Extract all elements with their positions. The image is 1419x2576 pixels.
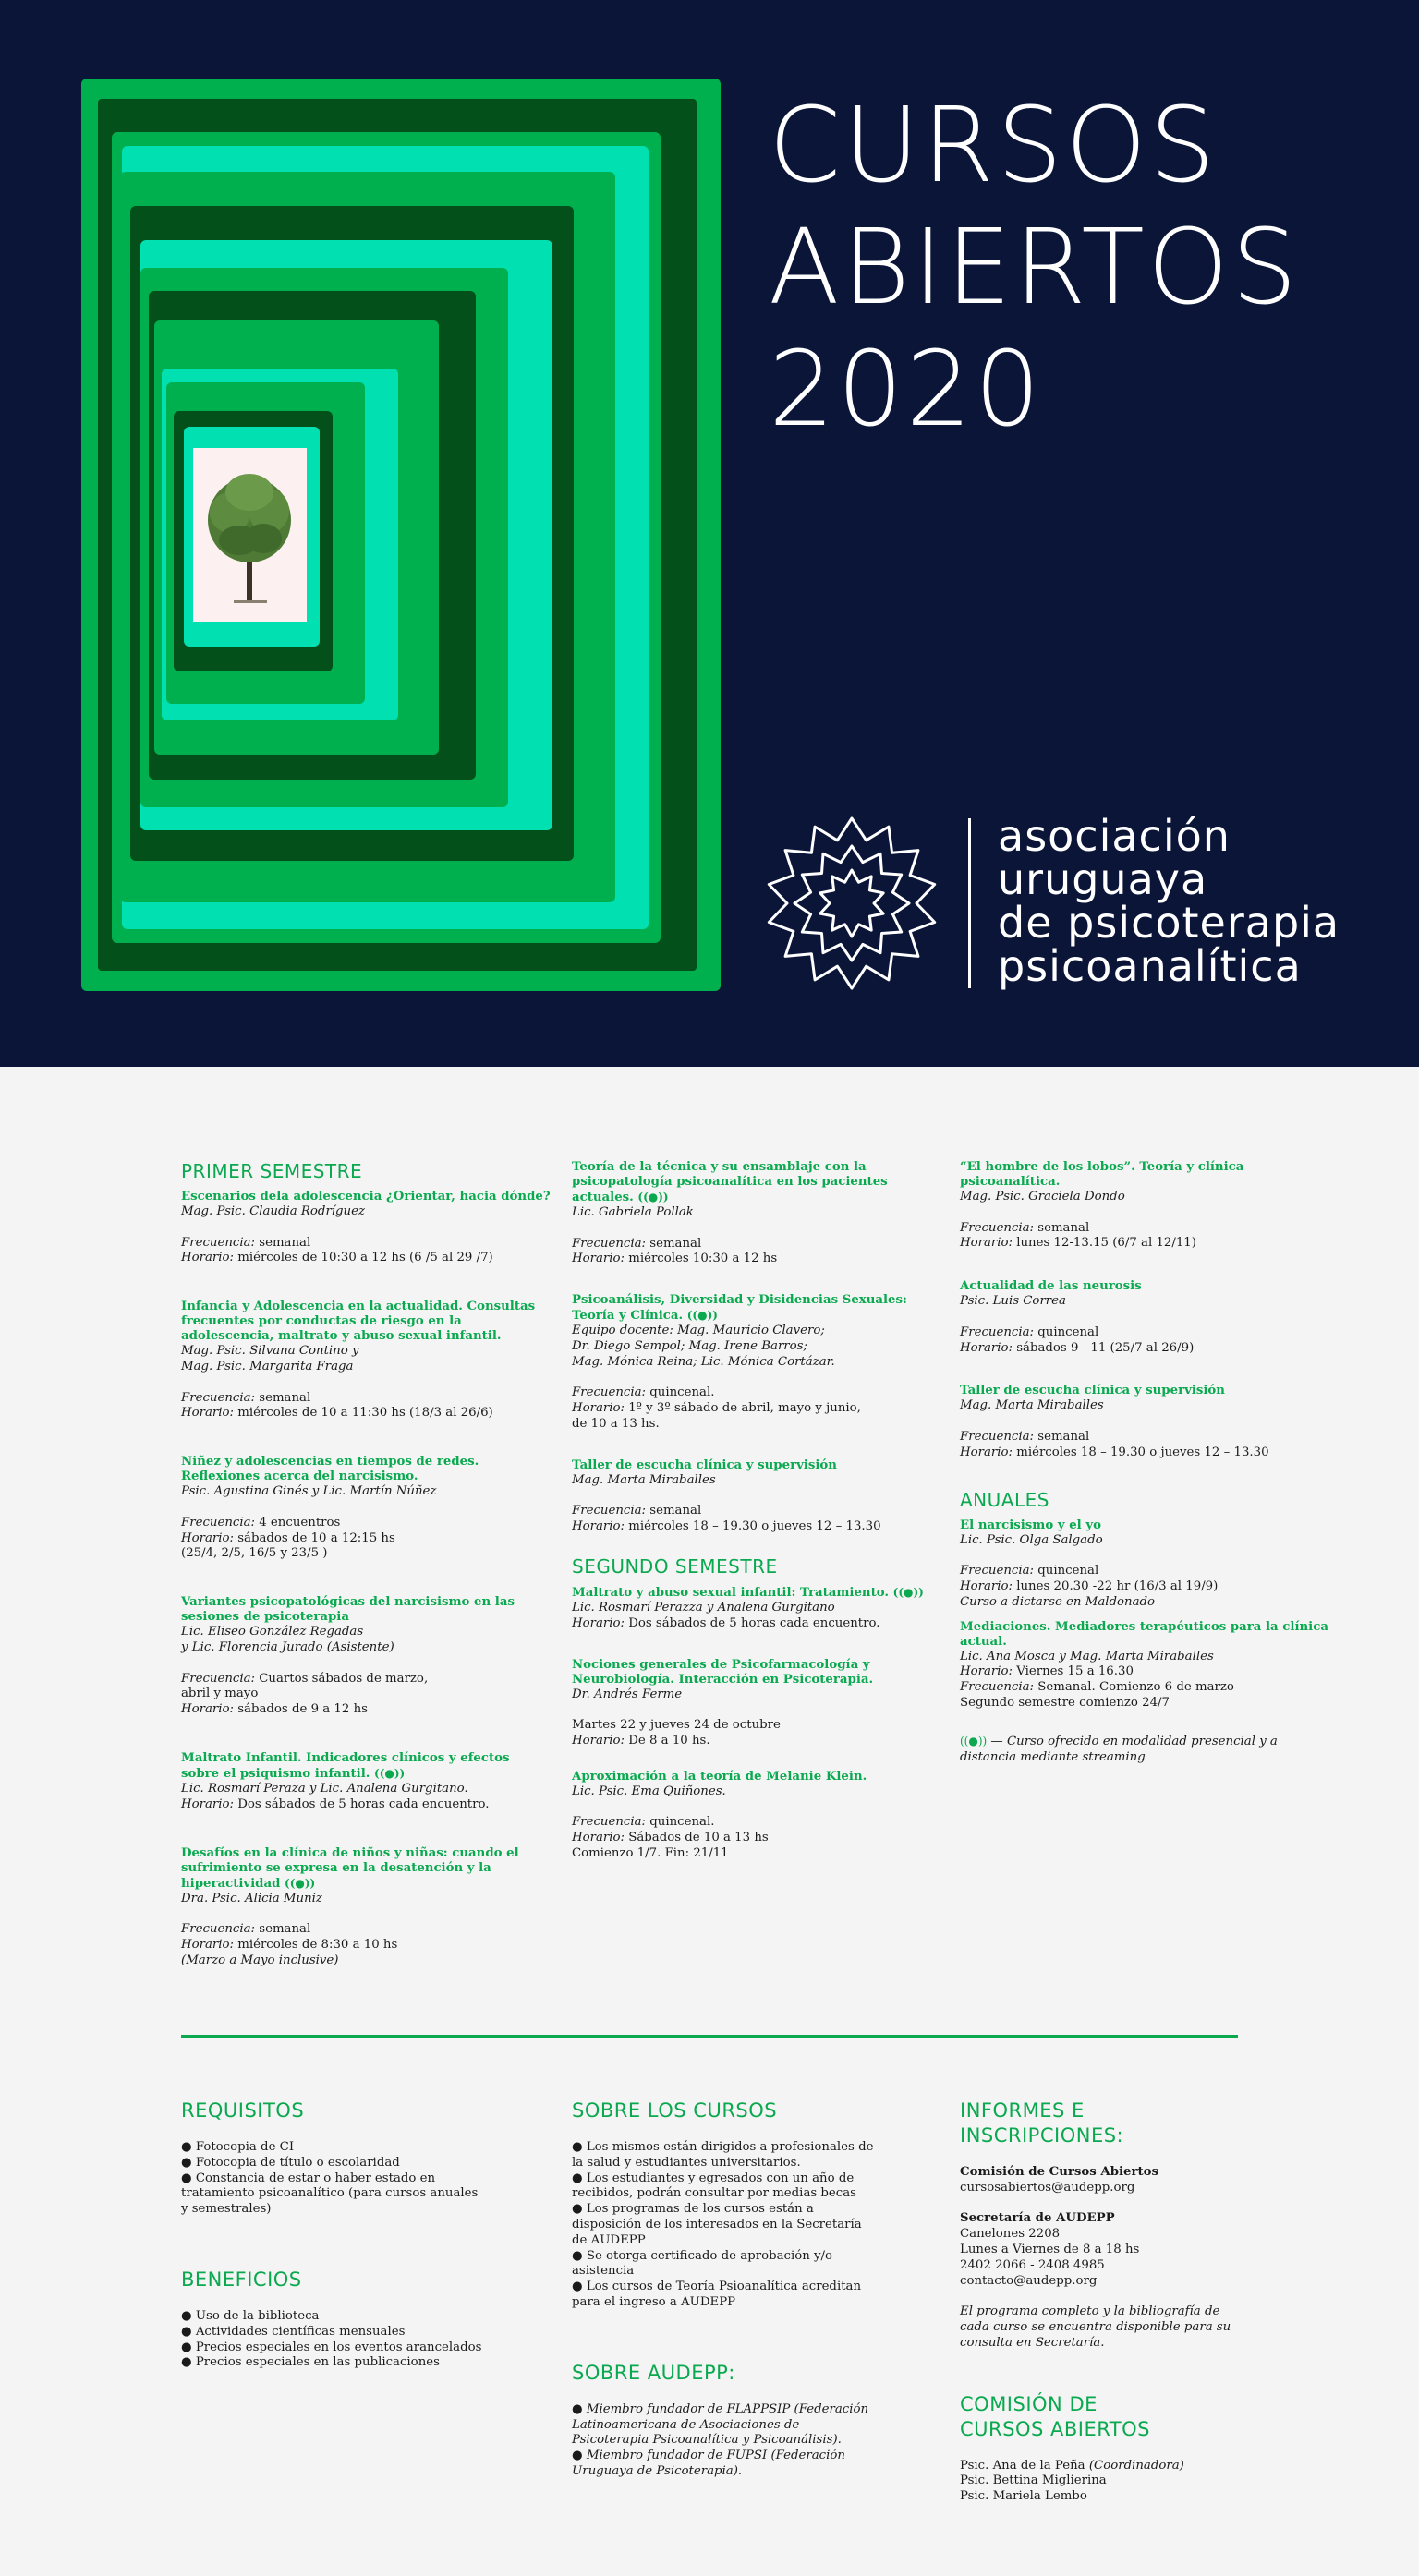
label: Horario: [572, 1615, 625, 1630]
label: Horario: [960, 1236, 1013, 1251]
course-title: Maltrato Infantil. Indicadores clínicos y efectos sobre el psiquismo infantil. [181, 1750, 510, 1781]
frequency: abril y mayo [181, 1687, 259, 1701]
schedule: Dos sábados de 5 horas cada encuentro. [237, 1796, 490, 1811]
section-heading: PRIMER SEMESTRE [181, 1160, 363, 1182]
page-title: CURSOS ABIERTOS 2020 [769, 86, 1301, 450]
streaming-icon: ((●)) [374, 1766, 406, 1780]
dates: (25/4, 2/5, 16/5 y 23/5 ) [181, 1546, 328, 1561]
label: Frecuencia: [181, 1922, 256, 1937]
label: Frecuencia: [960, 1220, 1035, 1235]
course-title: Taller de escucha clínica y supervisión [572, 1457, 837, 1472]
list-item: ● Actividades científicas mensuales [181, 2324, 406, 2339]
schedule: miércoles 10:30 a 12 hs [628, 1252, 778, 1266]
label: Horario: [572, 1733, 625, 1748]
frequency: semanal [649, 1504, 702, 1518]
logo-divider [968, 818, 971, 988]
logo-ring [820, 870, 883, 937]
frequency: semanal [1037, 1220, 1090, 1235]
course-item [572, 1458, 941, 1535]
dates: Comienzo 1/7. Fin: 21/11 [572, 1845, 729, 1860]
schedule: miércoles 18 – 19.30 o jueves 12 – 13.30 [628, 1519, 881, 1534]
hours: Lunes a Viernes de 8 a 18 hs [960, 2242, 1140, 2256]
logo-ring [794, 846, 909, 961]
schedule: Viernes 15 a 16.30 [1016, 1664, 1134, 1679]
label: Frecuencia: [960, 1429, 1035, 1444]
label: Horario: [960, 1445, 1013, 1459]
course-teacher: Dr. Diego Sempol; Mag. Irene Barros; [572, 1338, 807, 1353]
label: Horario: [181, 1937, 234, 1952]
list-item: ● Los programas de los cursos están a disposición de los interesados en la Secretaría de AUDEPP [572, 2202, 862, 2247]
course-item [572, 1293, 941, 1433]
schedule: de 10 a 13 hs. [572, 1416, 660, 1431]
course-teacher: Lic. Psic. Olga Salgado [960, 1532, 1103, 1547]
course-item [181, 1300, 551, 1421]
hero-banner [0, 0, 1419, 1067]
frequency: semanal [649, 1236, 702, 1251]
contact-name: Secretaría de AUDEPP [960, 2211, 1115, 2226]
list-item: ● Precios especiales en los eventos arancelados [181, 2340, 482, 2354]
frequency: quincenal [1037, 1564, 1099, 1578]
course-item [572, 1658, 941, 1749]
column-3 [960, 1160, 1329, 1765]
dates: Martes 22 y jueves 24 de octubre [572, 1718, 781, 1733]
schedule: De 8 a 10 hs. [628, 1733, 710, 1748]
course-title: “El hombre de los lobos”. Teoría y clínica psicoanalítica. [960, 1160, 1244, 1189]
schedule: miércoles 18 – 19.30 o jueves 12 – 13.30 [1016, 1445, 1269, 1459]
course-teacher: Mag. Psic. Graciela Dondo [960, 1190, 1125, 1203]
org-line: asociación [998, 811, 1231, 861]
section-heading: BENEFICIOS [181, 2268, 302, 2291]
course-title: Nociones generales de Psicofarmacología y Neurobiología. Interacción en Psicoterapia. [572, 1657, 874, 1687]
address: Canelones 2208 [960, 2227, 1061, 2242]
course-title: Escenarios dela adolescencia ¿Orientar, hacia dónde? [181, 1190, 551, 1203]
course-title: Maltrato y abuso sexual infantil: Tratamiento. [572, 1585, 890, 1600]
list-item: ● Los mismos están dirigidos a profesionales de la salud y estudiantes universitarios. [572, 2140, 874, 2170]
list-item: ● Los cursos de Teoría Psioanalítica acreditan para el ingreso a AUDEPP [572, 2280, 862, 2309]
schedule: miércoles de 10 a 11:30 hs (18/3 al 26/6) [237, 1406, 493, 1421]
schedule: 1º y 3º sábado de abril, mayo y junio, [628, 1401, 861, 1416]
course-teacher: Mag. Psic. Silvana Contino y [181, 1344, 359, 1359]
course-item [572, 1770, 941, 1862]
course-item [572, 1160, 941, 1267]
course-teacher: Equipo docente: Mag. Mauricio Clavero; [572, 1324, 825, 1338]
course-teacher: Lic. Ana Mosca y Mag. Marta Miraballes [960, 1649, 1214, 1663]
label: Frecuencia: [572, 1385, 647, 1400]
section-heading: ANUALES [960, 1488, 1049, 1511]
list-item: ● Fotocopia de título o escolaridad [181, 2155, 400, 2170]
member-role: (Coordinadora) [1088, 2458, 1184, 2473]
schedule: sábados de 9 a 12 hs [237, 1702, 368, 1717]
section-heading: SEGUNDO SEMESTRE [572, 1554, 778, 1578]
course-title: Actualidad de las neurosis [960, 1279, 1142, 1294]
label: Frecuencia: [572, 1236, 647, 1251]
course-title: Psicoanálisis, Diversidad y Disidencias Sexuales: Teoría y Clínica. [572, 1293, 907, 1324]
course-title: El narcisismo y el yo [960, 1518, 1101, 1532]
nested-frames-artwork [81, 79, 721, 991]
frequency: quincenal. [649, 1385, 715, 1400]
course-teacher: Dra. Psic. Alicia Muniz [181, 1891, 322, 1905]
note: Segundo semestre comienzo 24/7 [960, 1695, 1170, 1710]
list-item: ● Precios especiales en las publicaciones [181, 2355, 440, 2370]
course-teacher: Mag. Psic. Margarita Fraga [181, 1359, 354, 1373]
list-item: ● Se otorga certificado de aprobación y/o asistencia [572, 2248, 833, 2279]
label: Frecuencia: [960, 1324, 1035, 1339]
tree-image [193, 448, 307, 622]
course-title: Teoría de la técnica y su ensamblaje con la psicopatología psicoanalítica en los pacientes actuales. [572, 1160, 888, 1204]
label: Horario: [572, 1401, 625, 1416]
label: Frecuencia: [181, 1390, 256, 1405]
org-name [998, 811, 1340, 991]
course-title: Variantes psicopatológicas del narcisismo en las sesiones de psicoterapia [181, 1595, 515, 1625]
section-heading: SOBRE AUDEPP: [572, 2361, 735, 2384]
label: Frecuencia: [181, 1515, 256, 1530]
section-heading: REQUISITOS [181, 2099, 305, 2122]
course-teacher: Mag. Marta Miraballes [960, 1398, 1104, 1413]
informes-block [960, 2098, 1237, 2505]
course-teacher: Psic. Agustina Ginés y Lic. Martín Núñez [181, 1484, 437, 1499]
label: Horario: [960, 1664, 1013, 1679]
label: Frecuencia: [960, 1680, 1035, 1695]
streaming-legend [960, 1734, 1329, 1766]
list-item: ● Miembro fundador de FLAPPSIP (Federación Latinoamericana de Asociaciones de Psicoterapia Psicoanalítica y Psicoanálisis). [572, 2401, 869, 2448]
list-item: ● Uso de la biblioteca [181, 2308, 320, 2323]
list-item: ● Constancia de estar o haber estado en tratamiento psicoanalítico (para cursos anuales y semestrales) [181, 2171, 479, 2217]
label: Frecuencia: [181, 1235, 256, 1250]
course-teacher: Mag. Marta Miraballes [572, 1472, 716, 1487]
course-title: Niñez y adolescencias en tiempos de redes. Reflexiones acerca del narcisismo. [181, 1455, 479, 1484]
label: Frecuencia: [572, 1815, 647, 1830]
label: Horario: [181, 1406, 234, 1421]
course-teacher: Lic. Psic. Ema Quiñones. [572, 1784, 726, 1798]
email-link[interactable]: cursosabiertos@audepp.org [960, 2180, 1135, 2195]
org-line: psicoanalítica [998, 941, 1302, 991]
schedule: lunes 20.30 -22 hr (16/3 al 19/9) [1016, 1578, 1219, 1593]
course-teacher: Lic. Gabriela Pollak [572, 1205, 694, 1219]
column-2 [572, 1160, 941, 1882]
schedule: sábados 9 - 11 (25/7 al 26/9) [1016, 1340, 1195, 1355]
frequency: quincenal. [649, 1815, 715, 1830]
label: Horario: [572, 1252, 625, 1266]
course-item [960, 1279, 1329, 1356]
frequency: semanal [259, 1235, 311, 1250]
frequency: 4 encuentros [259, 1515, 341, 1530]
schedule: sábados de 10 a 12:15 hs [237, 1530, 395, 1545]
streaming-icon: ((●)) [686, 1309, 718, 1323]
label: Frecuencia: [572, 1504, 647, 1518]
frequency: semanal [259, 1922, 311, 1937]
streaming-icon: ((●)) [960, 1734, 988, 1748]
course-item [181, 1455, 551, 1562]
course-title: Taller de escucha clínica y supervisión [960, 1384, 1225, 1398]
section-heading: COMISIÓN DE CURSOS ABIERTOS [960, 2392, 1150, 2440]
schedule: Sábados de 10 a 13 hs [628, 1831, 769, 1845]
course-teacher: Lic. Rosmarí Perazza y Analena Gurgitano [572, 1600, 835, 1615]
frequency: quincenal [1037, 1324, 1099, 1339]
note: Curso a dictarse en Maldonado [960, 1594, 1156, 1609]
course-teacher: Lic. Eliseo González Regadas [181, 1625, 364, 1639]
course-teacher: Mag. Psic. Claudia Rodríguez [181, 1204, 365, 1218]
course-teacher: Mag. Mónica Reina; Lic. Mónica Cortázar. [572, 1354, 835, 1369]
list-item: ● Los estudiantes y egresados con un año de recibidos, podrán consultar por medias becas [572, 2171, 856, 2201]
org-line: de psicoterapia [998, 898, 1340, 948]
section-heading: INFORMES E INSCRIPCIONES: [960, 2099, 1124, 2147]
list-item: ● Fotocopia de CI [181, 2140, 295, 2154]
section-divider [181, 2035, 1238, 2038]
course-title: Mediaciones. Mediadores terapéuticos para la clínica actual. [960, 1619, 1328, 1649]
tree-icon [193, 448, 307, 622]
course-item [181, 1751, 551, 1813]
streaming-icon: ((●)) [637, 1191, 669, 1203]
org-line: uruguaya [998, 854, 1208, 904]
note: (Marzo a Mayo inclusive) [181, 1953, 339, 1967]
frequency: semanal [259, 1390, 311, 1405]
streaming-icon: ((●)) [285, 1876, 316, 1890]
schedule: Dos sábados de 5 horas cada encuentro. [628, 1615, 880, 1630]
course-title: Aproximación a la teoría de Melanie Klein. [572, 1769, 867, 1784]
audepp-logo-icon [765, 816, 939, 990]
email-link[interactable]: contacto@audepp.org [960, 2273, 1098, 2288]
course-item [960, 1160, 1329, 1252]
schedule: miércoles de 10:30 a 12 hs (6 /5 al 29 /7) [237, 1251, 493, 1265]
course-item [572, 1585, 941, 1632]
label: Horario: [181, 1251, 234, 1265]
section-heading: SOBRE LOS CURSOS [572, 2099, 778, 2122]
course-teacher: Psic. Luis Correa [960, 1294, 1066, 1309]
frequency: Semanal. Comienzo 6 de marzo [1037, 1680, 1234, 1695]
label: Horario: [181, 1796, 234, 1811]
frequency: Cuartos sábados de marzo, [259, 1671, 429, 1686]
course-item [181, 1846, 551, 1969]
requisitos-block [181, 2098, 486, 2371]
contact-name: Comisión de Cursos Abiertos [960, 2165, 1159, 2179]
schedule: miércoles de 8:30 a 10 hs [237, 1937, 398, 1952]
label: Horario: [572, 1831, 625, 1845]
legend-text: — Curso ofrecido en modalidad presencial y a distancia mediante streaming [960, 1734, 1278, 1764]
list-item: ● Miembro fundador de FUPSI (Federación Uruguaya de Psicoterapia). [572, 2449, 845, 2478]
label: Horario: [572, 1519, 625, 1534]
course-teacher: Dr. Andrés Ferme [572, 1687, 683, 1701]
course-item [960, 1620, 1329, 1711]
course-title: Desafíos en la clínica de niños y niñas: cuando el sufrimiento se expresa en la desatención y la hiperactividad [181, 1845, 519, 1891]
member: Psic. Ana de la Peña (Coordinadora) [960, 2458, 1184, 2473]
sobre-cursos-block [572, 2098, 877, 2480]
column-primer-semestre [181, 1160, 551, 1989]
course-teacher: y Lic. Florencia Jurado (Asistente) [181, 1639, 394, 1654]
frequency: semanal [1037, 1429, 1090, 1444]
note: El programa completo y la bibliografía de cada curso se encuentra disponible para su consulta en Secretaría. [960, 2304, 1231, 2350]
label: Horario: [181, 1530, 234, 1545]
phones: 2402 2066 - 2408 4985 [960, 2257, 1105, 2272]
schedule: lunes 12-13.15 (6/7 al 12/11) [1016, 1236, 1196, 1251]
course-item [960, 1518, 1329, 1611]
streaming-icon: ((●)) [892, 1585, 924, 1599]
label: Frecuencia: [181, 1671, 256, 1686]
course-item [960, 1384, 1329, 1460]
course-item [181, 1190, 551, 1266]
course-teacher: Lic. Rosmarí Peraza y Lic. Analena Gurgitano. [181, 1781, 468, 1796]
course-item [181, 1595, 551, 1718]
course-title: Infancia y Adolescencia en la actualidad. Consultas frecuentes por conductas de riesgo en la adolescencia, maltrato y abuso sexual infantil. [181, 1300, 536, 1344]
label: Frecuencia: [960, 1564, 1035, 1578]
label: Horario: [960, 1340, 1013, 1355]
label: Horario: [181, 1702, 234, 1717]
member: Psic. Mariela Lembo [960, 2489, 1087, 2504]
label: Horario: [960, 1578, 1013, 1593]
member: Psic. Bettina Miglierina [960, 2473, 1107, 2488]
